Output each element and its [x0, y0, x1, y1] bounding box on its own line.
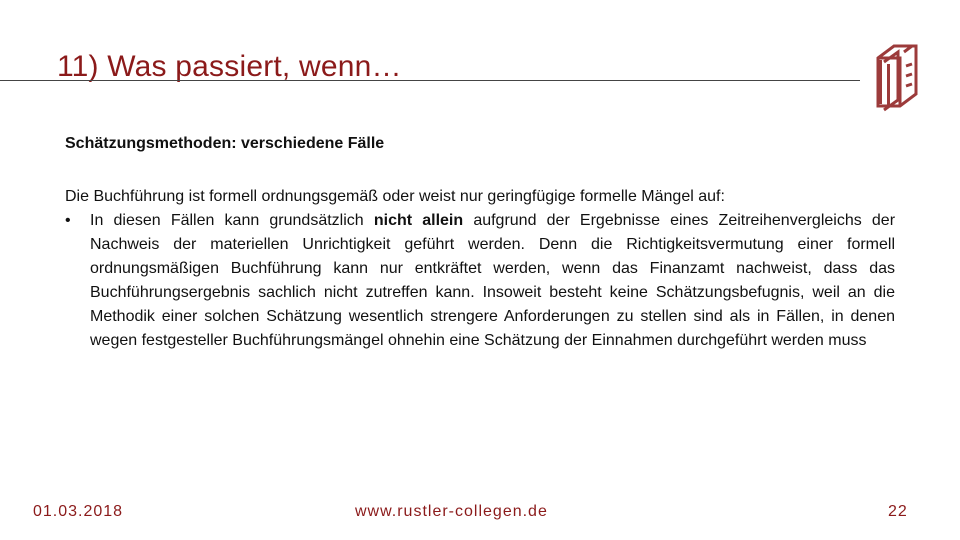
bullet-icon: •: [65, 212, 71, 229]
slide-body: [65, 185, 895, 353]
footer-date: 01.03.2018: [33, 503, 124, 520]
bullet-item: [65, 209, 895, 353]
bullet-text-emphasis: nicht allein: [373, 212, 464, 229]
intro-paragraph: Die Buchführung ist formell ordnungsgemäß oder weist nur geringfügige formelle Mängel auf:: [65, 188, 725, 205]
title-divider: [0, 80, 860, 81]
bullet-text-start: In diesen Fällen kann grundsätzlich: [90, 212, 374, 229]
slide-subtitle: Schätzungsmethoden: verschiedene Fälle: [65, 135, 385, 152]
books-logo-icon: [872, 38, 922, 113]
footer-website: www.rustler-collegen.de: [355, 503, 548, 520]
bullet-text: [90, 209, 895, 353]
page-number: 22: [888, 503, 908, 520]
slide-title: 11) Was passiert, wenn…: [57, 50, 402, 83]
bullet-text-end: aufgrund der Ergebnisse eines Zeitreihenvergleichs der Nachweis der materiellen Unrichtigkeit geführt werden. Denn die Richtigkeitsvermutung einer formell ordnungsmäßigen Buchführung kann nur entkräftet werden, wenn das Finanzamt nachweist, dass das Buchführungsergebnis sachlich nicht zutreffen kann. Insoweit besteht keine Schätzungsbefugnis, weil an die Methodik einer solchen Schätzung wesentlich strengere Anforderungen zu stellen sind als in Fällen, in denen wegen festgesteller Buchführungsmängel ohnehin eine Schätzung der Einnahmen durchgeführt werden muss: [90, 212, 896, 349]
